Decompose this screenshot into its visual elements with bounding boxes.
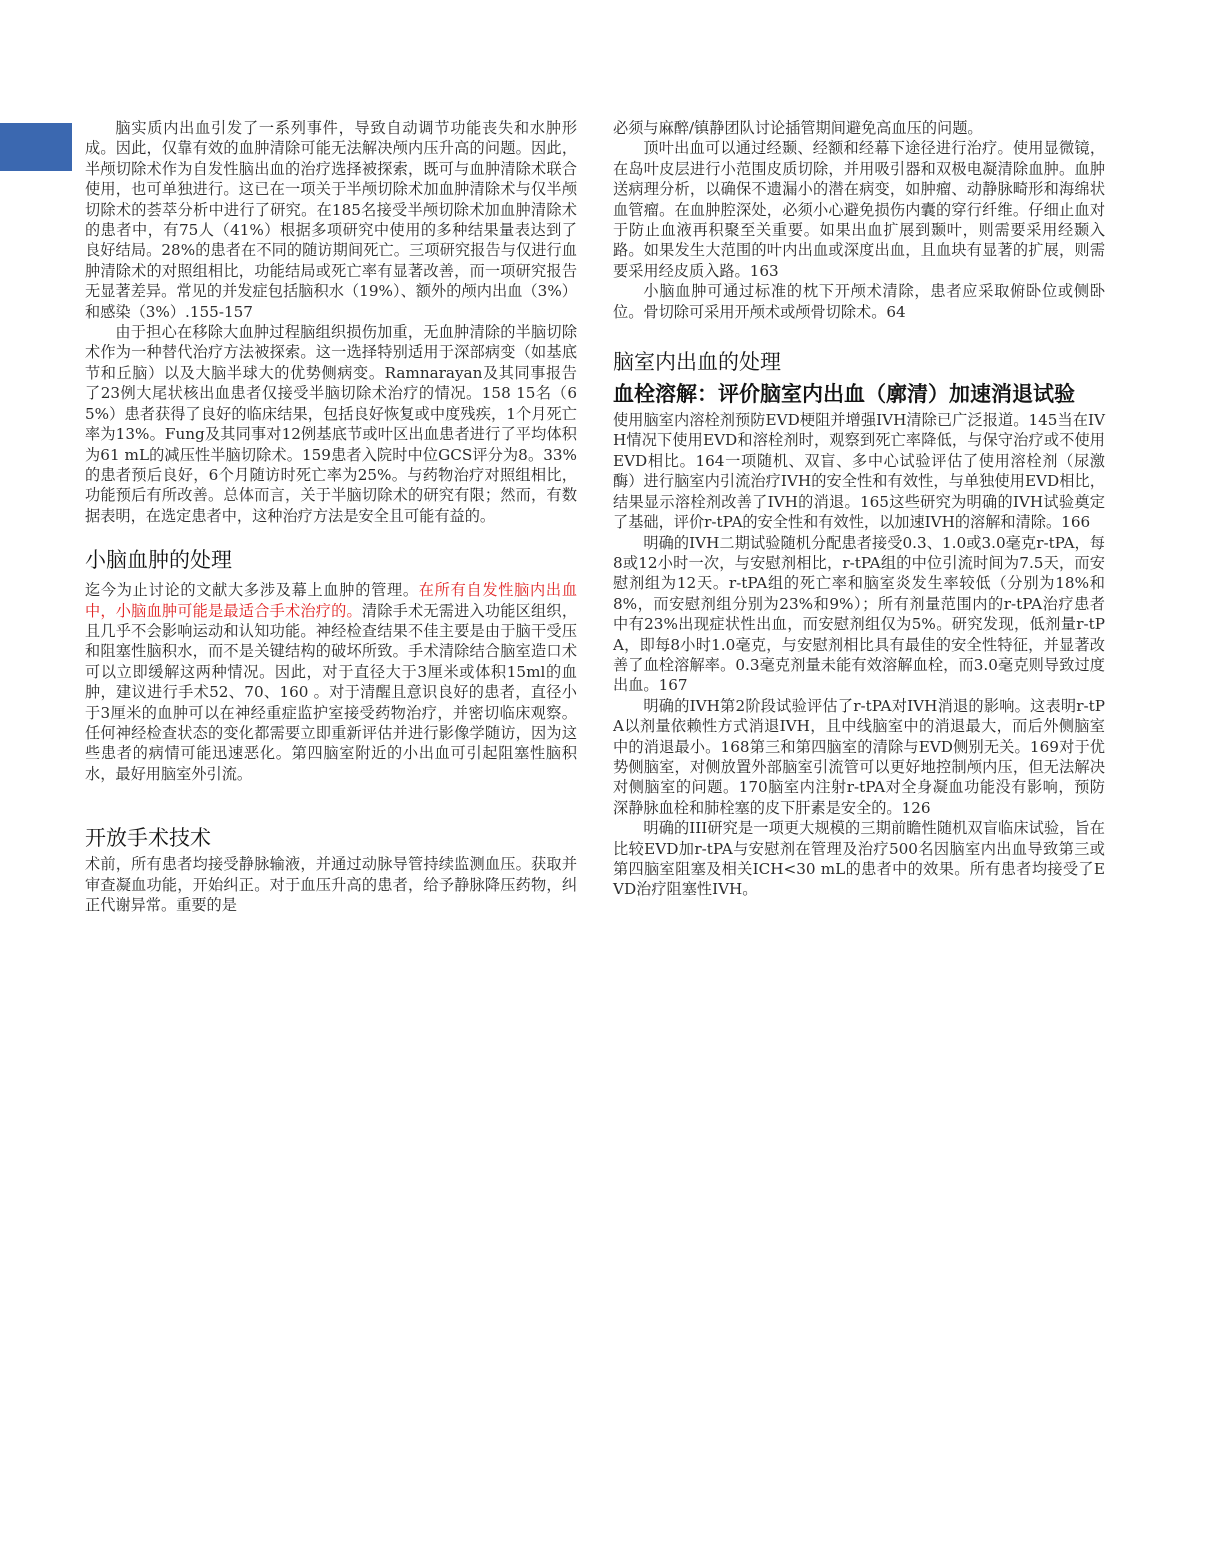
paragraph-clear-phase2: 明确的IVH二期试验随机分配患者接受0.3、1.0或3.0毫克r-tPA，每8或12小时一次，与安慰剂相比，r-tPA组的中位引流时间为7.5天，而安慰剂组为12天。r-tPA组的死亡率和脑室炎发生率较低（分别为18%和8%，而安慰剂组分别为23%和9%）；所有剂量范围内的r-tPA治疗患者中有23%出现症状性出血，而安慰剂组仅为5%。研究发现，低剂量r-tPA，即每8小时1.0毫克，与安慰剂相比具有最佳的安全性特征，并显著改善了血栓溶解率。0.3毫克剂量未能有效溶解血栓，而3.0毫克则导致过度出血。167 bbox=[613, 533, 1105, 695]
paragraph-cerebellar bbox=[85, 580, 577, 784]
left-column bbox=[85, 118, 577, 915]
cerebellar-text-a: 迄今为止讨论的文献大多涉及幕上血肿的管理。 bbox=[85, 581, 419, 600]
paragraph-clear-iii: 明确的III研究是一项更大规模的三期前瞻性随机双盲临床试验，旨在比较EVD加r-tPA与安慰剂在管理及治疗500名因脑室内出血导致第三或第四脑室阻塞及相关ICH<30 mL的患者中的效果。所有患者均接受了EVD治疗阻塞性IVH。 bbox=[613, 819, 1105, 899]
paragraph-cerebellar-approach: 小脑血肿可通过标准的枕下开颅术清除，患者应采取俯卧位或侧卧位。骨切除可采用开颅术或颅骨切除术。64 bbox=[613, 282, 1105, 321]
page-tab-marker bbox=[0, 123, 72, 171]
heading-cerebellar: 小脑血肿的处理 bbox=[85, 548, 232, 573]
paragraph-ivh-thrombolytics: 使用脑室内溶栓剂预防EVD梗阻并增强IVH清除已广泛报道。145当在IVH情况下使用EVD和溶栓剂时，观察到死亡率降低，与保守治疗或不使用EVD相比。164一项随机、双盲、多中心试验评估了使用溶栓剂（尿激酶）进行脑室内引流治疗IVH的安全性和有效性，与单独使用EVD相比，结果显示溶栓剂改善了IVH的消退。165这些研究为明确的IVH试验奠定了基础，评价r-tPA的安全性和有效性，以加速IVH的溶解和清除。166 bbox=[613, 411, 1105, 532]
heading-ivh: 脑室内出血的处理 bbox=[613, 350, 781, 375]
right-column bbox=[613, 118, 1105, 900]
heading-clear-trial: 血栓溶解：评价脑室内出血（廓清）加速消退试验 bbox=[613, 382, 1075, 407]
heading-open-surgery: 开放手术技术 bbox=[85, 826, 211, 851]
paragraph-hemicraniectomy: 脑实质内出血引发了一系列事件，导致自动调节功能丧失和水肿形成。因此，仅靠有效的血肿清除可能无法解决颅内压升高的问题。因此，半颅切除术作为自发性脑出血的治疗选择被探索，既可与血肿清除术联合使用，也可单独进行。这已在一项关于半颅切除术加血肿清除术与仅半颅切除术的荟萃分析中进行了研究。在185名接受半颅切除术加血肿清除术的患者中，有75人（41%）根据多项研究中使用的多种结果量表达到了良好结局。28%的患者在不同的随访期间死亡。三项研究报告与仅进行血肿清除术的对照组相比，功能结局或死亡率有显著改善，而一项研究报告无显著差异。常见的并发症包括脑积水（19%）、额外的颅内出血（3%）和感染（3%）.155-157 bbox=[85, 119, 577, 321]
paragraph-open-surgery: 术前，所有患者均接受静脉输液，并通过动脉导管持续监测血压。获取并审查凝血功能，开始纠正。对于血压升高的患者，给予静脉降压药物，纠正代谢异常。重要的是 bbox=[85, 855, 577, 914]
paragraph-anesthesia: 必须与麻醉/镇静团队讨论插管期间避免高血压的问题。 bbox=[613, 119, 983, 137]
cerebellar-highlight: 在所有自发性脑内出血中，小脑血肿可能是最适合手术治疗的。 bbox=[85, 581, 578, 620]
paragraph-clear-ivh-resolution: 明确的IVH第2阶段试验评估了r-tPA对IVH消退的影响。这表明r-tPA以剂量依赖性方式消退IVH，且中线脑室中的消退最大，而后外侧脑室中的消退最小。168第三和第四脑室的清除与EVD侧别无关。169对于优势侧脑室，对侧放置外部脑室引流管可以更好地控制颅内压，但无法解决对侧脑室的问题。170脑室内注射r-tPA对全身凝血功能没有影响，预防深静脉血栓和肺栓塞的皮下肝素是安全的。126 bbox=[613, 696, 1105, 817]
paragraph-hemicraniectomy-alone: 由于担心在移除大血肿过程脑组织损伤加重，无血肿清除的半脑切除术作为一种替代治疗方法被探索。这一选择特别适用于深部病变（如基底节和丘脑）以及大脑半球大的优势侧病变。Ramnarayan及其同事报告了23例大尾状核出血患者仅接受半脑切除术治疗的情况。158 15名（65%）患者获得了良好的临床结果，包括良好恢复或中度残疾，1个月死亡率为13%。Fung及其同事对12例基底节或叶区出血患者进行了平均体积为61 mL的减压性半脑切除术。159患者入院时中位GCS评分为8。33%的患者预后良好，6个月随访时死亡率为25%。与药物治疗对照组相比，功能预后有所改善。总体而言，关于半脑切除术的研究有限；然而，有数据表明，在选定患者中，这种治疗方法是安全且可能有益的。 bbox=[85, 323, 577, 525]
paragraph-lobar-approach: 顶叶出血可以通过经颞、经额和经幕下途径进行治疗。使用显微镜，在岛叶皮层进行小范围皮质切除，并用吸引器和双极电凝清除血肿。血肿送病理分析，以确保不遗漏小的潜在病变，如肿瘤、动静脉畸形和海绵状血管瘤。在血肿腔深处，必须小心避免损伤内囊的穿行纤维。仔细止血对于防止血液再积聚至关重要。如果出血扩展到颞叶，则需要采用经颞入路。如果发生大范围的叶内出血或深度出血，且血块有显著的扩展，则需要采用经皮质入路。163 bbox=[613, 139, 1105, 280]
cerebellar-text-b: 清除手术无需进入功能区组织，且几乎不会影响运动和认知功能。神经检查结果不佳主要是由于脑干受压和阻塞性脑积水，而不是关键结构的破坏所致。手术清除结合脑室造口术可以立即缓解这两种情况。因此，对于直径大于3厘米或体积15ml的血肿，建议进行手术52、70、160 。对于清醒且意识良好的患者，直径小于3厘米的血肿可以在神经重症监护室接受药物治疗，并密切临床观察。任何神经检查状态的变化都需要立即重新评估并进行影像学随访，因为这些患者的病情可能迅速恶化。第四脑室附近的小出血可引起阻塞性脑积水，最好用脑室外引流。 bbox=[85, 601, 578, 783]
